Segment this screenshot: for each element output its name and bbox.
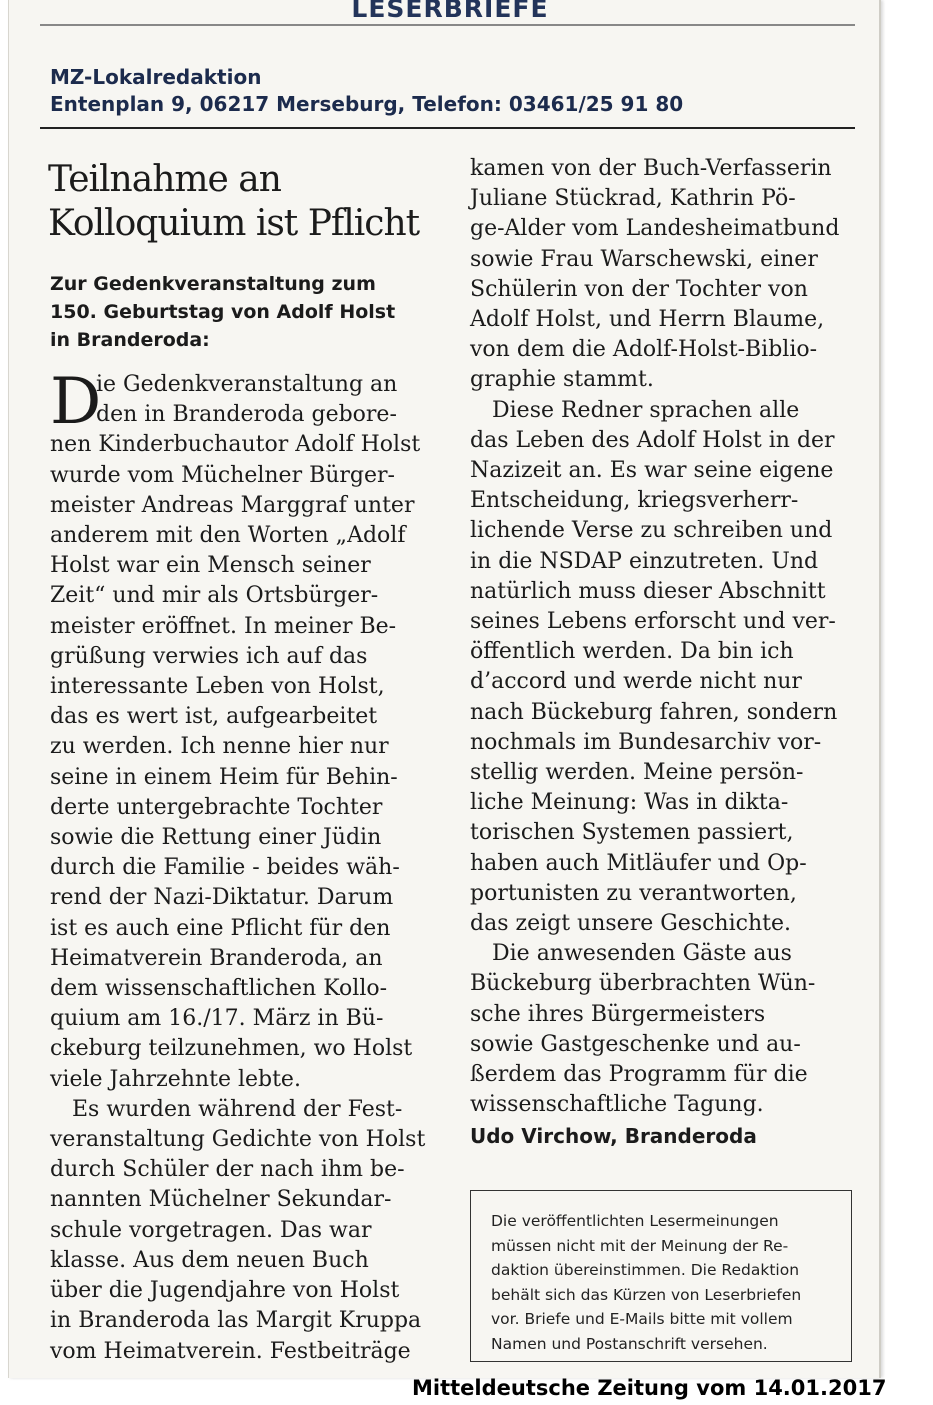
text-line: lichende Verse zu schreiben und	[470, 518, 833, 544]
text-line: ßerdem das Programm für die	[470, 1062, 808, 1088]
article-column-left	[50, 365, 445, 1367]
text-line: über die Jugendjahre von Holst	[50, 1278, 400, 1304]
text-line: meister Andreas Marggraf unter	[50, 492, 415, 518]
text-line: Nazizeit an. Es war seine eigene	[470, 458, 834, 484]
text-line: Holst war ein Mensch seiner	[50, 553, 371, 579]
text-line: das zeigt unsere Geschichte.	[470, 911, 791, 937]
text-line: klasse. Aus dem neuen Buch	[50, 1247, 369, 1273]
text-line: das es wert ist, aufgearbeitet	[50, 704, 378, 730]
text-line: ie Gedenkveranstaltung an	[96, 372, 398, 397]
text-line: derte untergebrachte Tochter	[50, 794, 383, 820]
right-paragraph-1	[470, 154, 865, 396]
disclaimer-line: daktion übereinstimmen. Die Redaktion	[491, 1261, 800, 1280]
text-line: öffentlich werden. Da bin ich	[470, 639, 794, 665]
text-line: natürlich muss dieser Abschnitt	[470, 578, 826, 604]
disclaimer-line: Namen und Postanschrift versehen.	[491, 1334, 768, 1353]
text-line: interessante Leben von Holst,	[50, 674, 385, 700]
disclaimer-line: vor. Briefe und E-Mails bitte mit vollem	[491, 1310, 793, 1329]
dropcap-paragraph-start	[50, 365, 445, 439]
text-line: nach Bückeburg fahren, sondern	[470, 699, 838, 725]
contact-block	[50, 64, 683, 118]
text-line: quium am 16./17. März in Bü-	[50, 1006, 384, 1032]
text-line: ckeburg teilzunehmen, wo Holst	[50, 1036, 413, 1062]
text-line: von dem die Adolf-Holst-Biblio-	[470, 337, 818, 363]
text-line: Bückeburg überbrachten Wün-	[470, 971, 816, 997]
left-paragraph-1	[50, 430, 445, 1094]
text-line: zu werden. Ich nenne hier nur	[50, 734, 389, 760]
subhead-line: Zur Gedenkveranstaltung zum	[50, 273, 376, 295]
text-line: anderem mit den Worten „Adolf	[50, 523, 406, 549]
text-line: haben auch Mitläufer und Op-	[470, 850, 807, 876]
headline-line: Kolloquium ist Pflicht	[48, 203, 420, 244]
disclaimer-line: müssen nicht mit der Meinung der Re-	[491, 1236, 789, 1255]
headline-line: Teilnahme an	[48, 159, 281, 200]
text-line: Schülerin von der Tochter von	[470, 276, 808, 302]
disclaimer-line: behält sich das Kürzen von Leserbriefen	[491, 1285, 802, 1304]
text-line: d’accord und werde nicht nur	[470, 669, 802, 695]
text-line: torischen Systemen passiert,	[470, 820, 794, 846]
text-line: sche ihres Bürgermeisters	[470, 1001, 766, 1027]
section-divider	[40, 24, 855, 26]
text-line: sowie die Rettung einer Jüdin	[50, 825, 382, 851]
text-line: durch Schüler der nach ihm be-	[50, 1157, 405, 1183]
disclaimer-box	[470, 1190, 852, 1362]
right-paragraph-3	[470, 969, 865, 1120]
text-line: grüßung verwies ich auf das	[50, 643, 368, 669]
text-line: wissenschaftliche Tagung.	[470, 1092, 764, 1118]
text-line: Es wurden während der Fest-	[72, 1096, 403, 1122]
text-line: seines Lebens erforscht und ver-	[470, 609, 836, 635]
text-line: meister eröffnet. In meiner Be-	[50, 613, 397, 639]
text-line: graphie stammt.	[470, 367, 654, 393]
text-line: kamen von der Buch-Verfasserin	[470, 156, 832, 181]
text-line: sowie Gastgeschenke und au-	[470, 1031, 801, 1057]
text-line: rend der Nazi-Diktatur. Darum	[50, 885, 394, 911]
text-line: Juliane Stückrad, Kathrin Pö-	[470, 186, 796, 212]
source-caption: Mitteldeutsche Zeitung vom 14.01.2017	[412, 1376, 887, 1400]
article-subhead	[50, 270, 450, 354]
right-paragraph-2	[470, 426, 865, 939]
text-line: vom Heimatverein. Festbeiträge	[50, 1338, 411, 1364]
text-line: Heimatverein Branderoda, an	[50, 945, 383, 971]
contact-address: Entenplan 9, 06217 Merseburg, Telefon: 03461/25 91 80	[50, 92, 684, 116]
text-line: Die anwesenden Gäste aus	[492, 941, 792, 967]
article-headline	[48, 158, 448, 246]
text-line: nochmals im Bundesarchiv vor-	[470, 729, 822, 755]
dropcap-letter: D	[50, 365, 102, 439]
text-line: seine in einem Heim für Behin-	[50, 764, 398, 790]
text-line: ge-Alder vom Landesheimatbund	[470, 216, 840, 242]
text-line: Adolf Holst, und Herrn Blaume,	[470, 307, 825, 333]
text-line: liche Meinung: Was in dikta-	[470, 790, 789, 816]
text-line: ist es auch eine Pflicht für den	[50, 915, 391, 941]
text-line: nannten Mücheln​er Sekundar-	[50, 1187, 392, 1213]
subhead-line: in Branderoda:	[50, 329, 210, 351]
text-line: Entscheidung, kriegsverherr-	[470, 488, 799, 514]
text-line: Diese Redner sprachen alle	[492, 397, 800, 423]
text-line: in die NSDAP einzutreten. Und	[470, 548, 819, 574]
contact-office: MZ-Lokalredaktion	[50, 65, 262, 89]
text-line: den in Branderoda gebore-	[96, 402, 397, 428]
text-line: nen Kinderbuchautor Adolf Holst	[50, 432, 421, 458]
header-rule	[40, 127, 855, 129]
text-line: Zeit“ und mir als Ortsbürger-	[50, 583, 379, 609]
article-author: Udo Virchow, Branderoda	[470, 1123, 757, 1148]
text-line: veranstaltung Gedichte von Holst	[50, 1127, 426, 1153]
text-line: stellig werden. Meine persön-	[470, 760, 804, 786]
text-line: portunisten zu verantworten,	[470, 880, 797, 906]
text-line: viele Jahrzehnte lebte.	[50, 1066, 301, 1092]
text-line: wurde vom Mücheln​er Bürger-	[50, 462, 395, 488]
article-column-right	[470, 154, 865, 1151]
text-line: schule vorgetragen. Das war	[50, 1217, 372, 1243]
text-line: in Branderoda las Margit Kruppa	[50, 1308, 422, 1334]
text-line: das Leben des Adolf Holst in der	[470, 427, 835, 453]
disclaimer-line: Die veröffentlichten Lesermeinungen	[491, 1212, 779, 1230]
text-line: sowie Frau Warschewski, einer	[470, 246, 818, 272]
text-line: durch die Familie - beides wäh-	[50, 855, 400, 881]
section-title: LESERBRIEFE	[351, 0, 549, 23]
text-line: dem wissenschaftlichen Kollo-	[50, 976, 388, 1002]
left-paragraph-2	[50, 1125, 445, 1367]
subhead-line: 150. Geburtstag von Adolf Holst	[50, 301, 396, 323]
